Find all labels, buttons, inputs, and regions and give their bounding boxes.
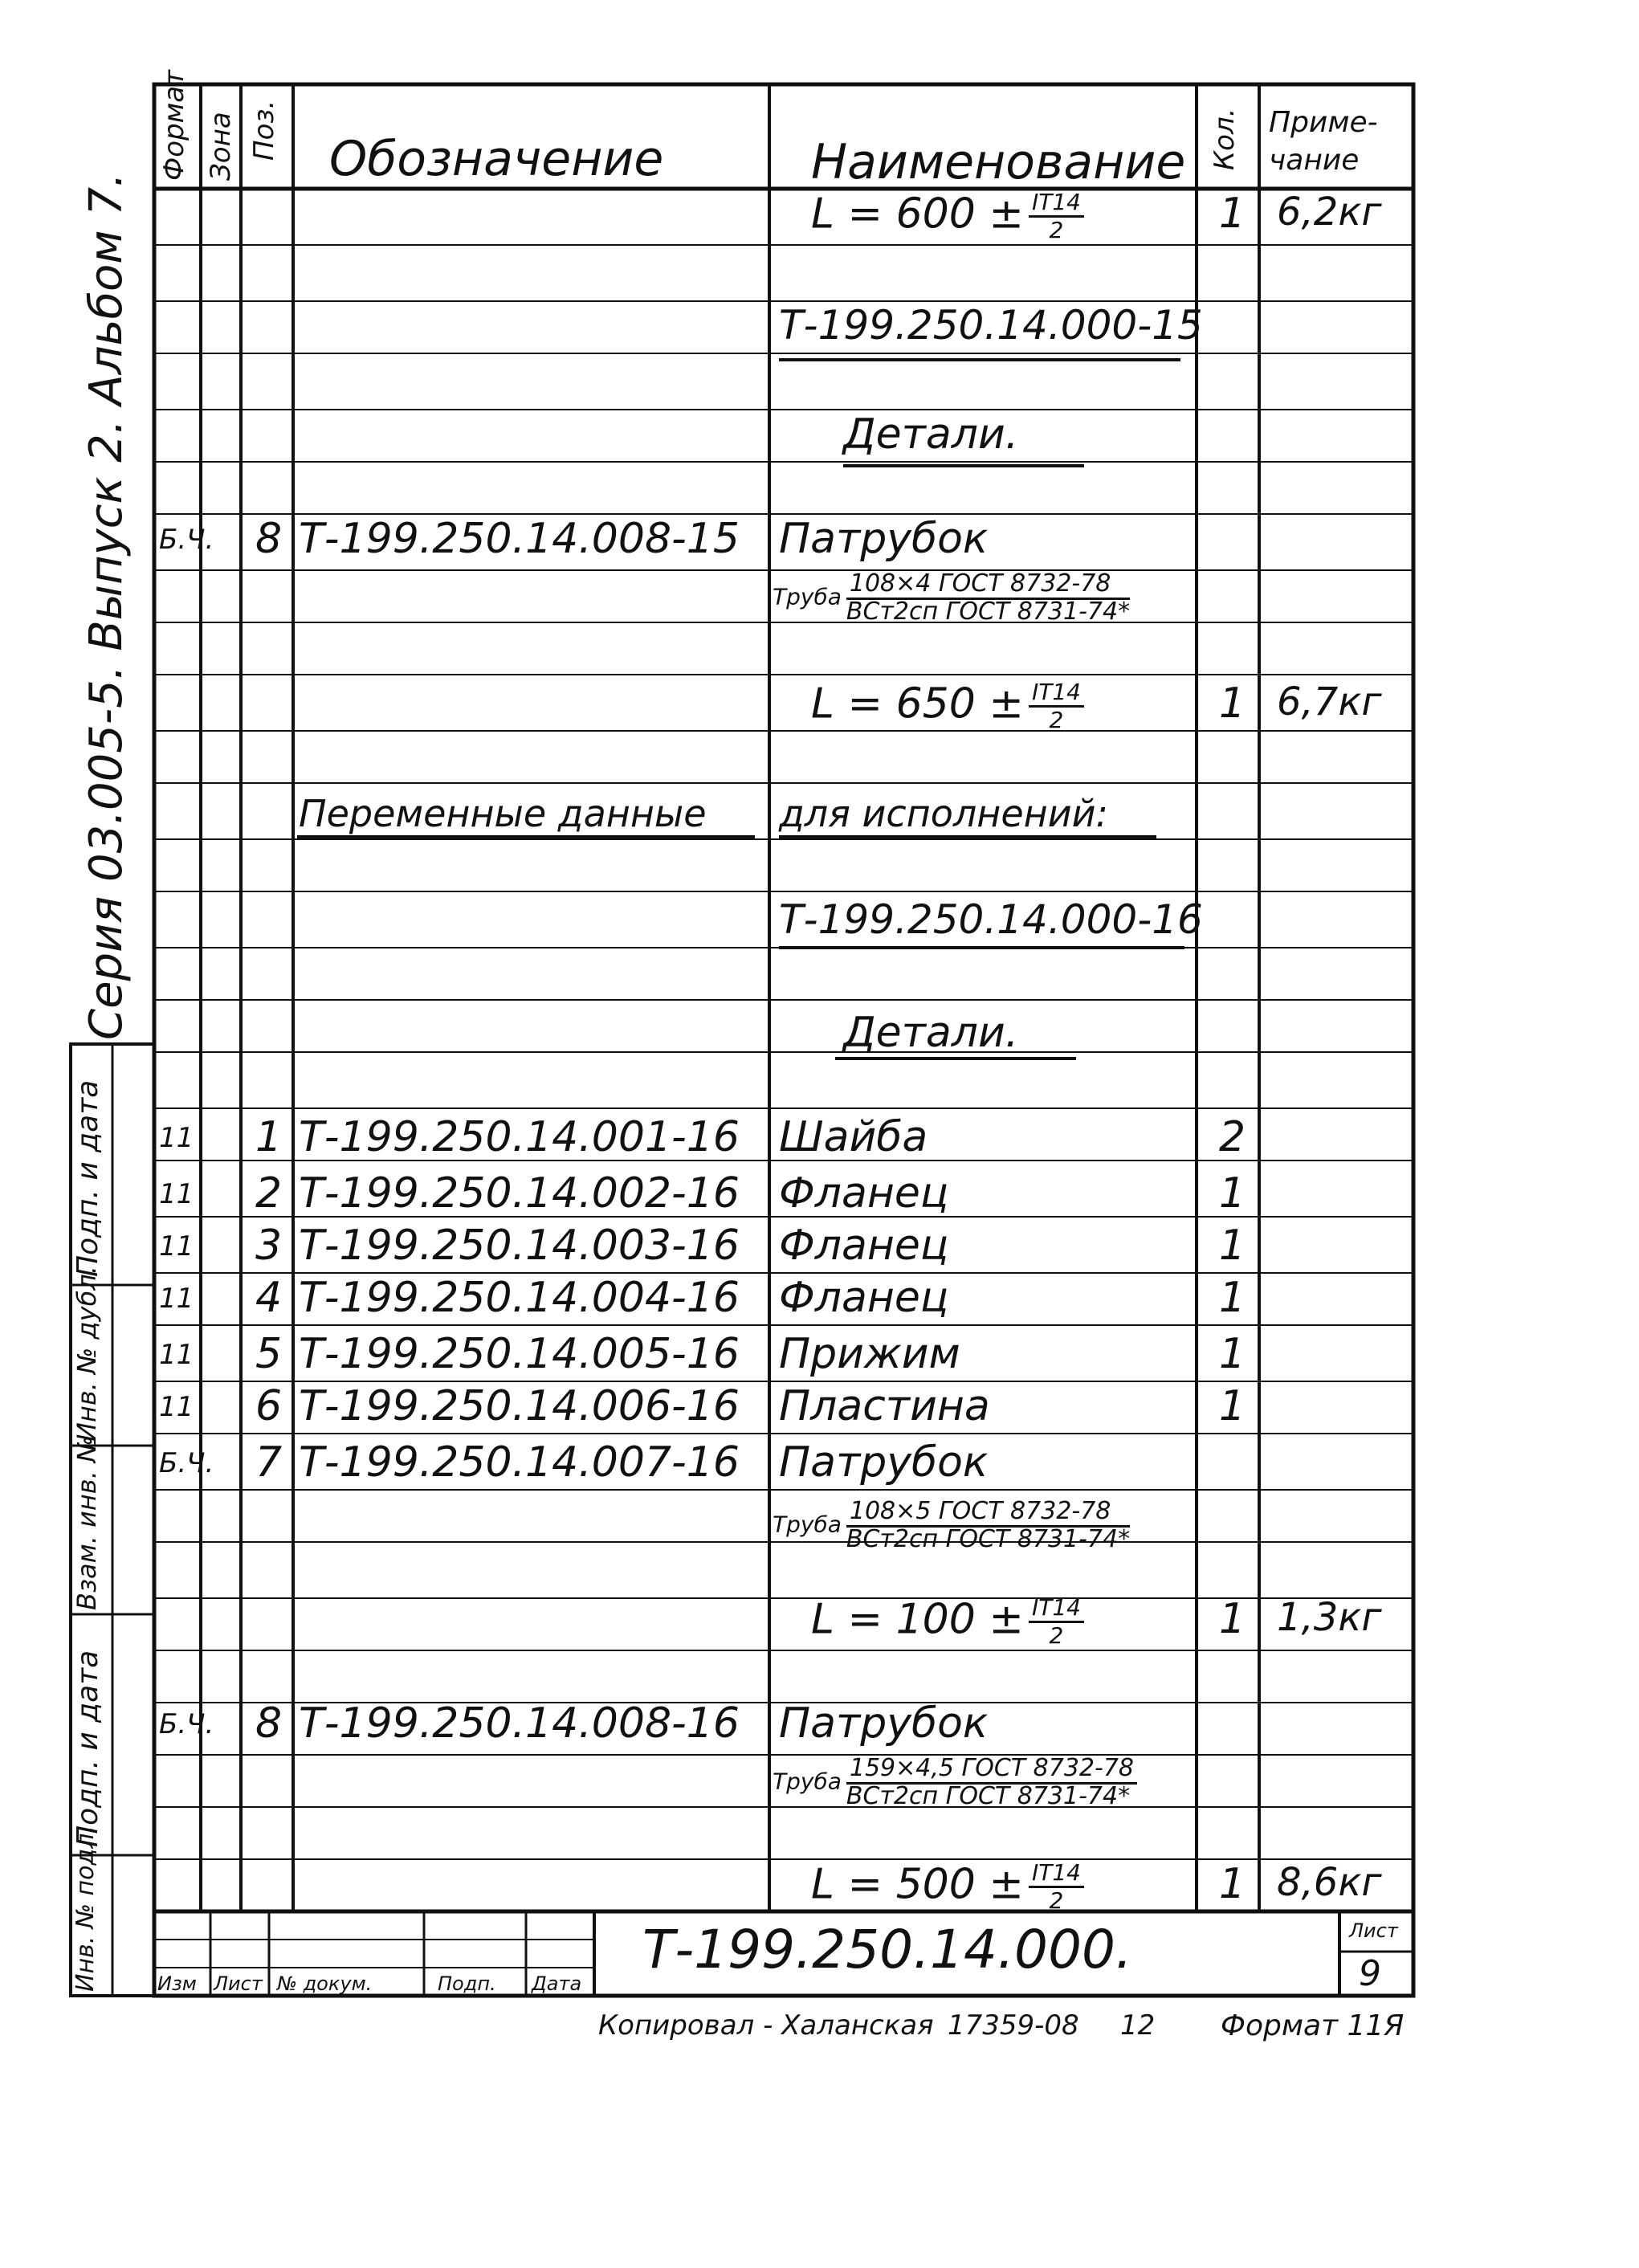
length-value: L = 100 ± <box>811 1595 1024 1644</box>
cell-name: Шайба <box>779 1113 928 1161</box>
tb-date: Дата <box>532 1972 582 1995</box>
cell-pos: 1 <box>255 1113 283 1161</box>
cell-qty: 1 <box>1219 190 1246 238</box>
pipe-size: 108×4 ГОСТ 8732-78 <box>846 572 1130 600</box>
tolerance-den: 2 <box>1049 217 1064 243</box>
pipe-size: 159×4,5 ГОСТ 8732-78 <box>846 1756 1137 1785</box>
length-spec <box>811 1859 1084 1914</box>
tolerance-den: 2 <box>1049 1622 1064 1649</box>
tolerance-fraction <box>1029 1594 1084 1649</box>
cell-note: 1,3кг <box>1277 1595 1382 1640</box>
length-value: L = 600 ± <box>811 190 1024 239</box>
cell-qty: 1 <box>1219 679 1246 728</box>
pipe-material: ВСт2сп ГОСТ 8731-74* <box>846 598 1131 626</box>
cell-qty: 2 <box>1219 1113 1246 1161</box>
stamp-inv-podl: Инв. № подл. <box>71 1825 100 1992</box>
cell-name: Фланец <box>779 1222 949 1270</box>
cell-pos: 5 <box>255 1330 283 1378</box>
cell-qty: 1 <box>1219 1274 1246 1322</box>
tolerance-den: 2 <box>1049 707 1064 733</box>
variant-code: Т-199.250.14.000-16 <box>779 896 1203 943</box>
tb-list: Лист <box>214 1972 263 1995</box>
cell-designation: Т-199.250.14.004-16 <box>299 1274 740 1322</box>
cell-format: 11 <box>159 1230 194 1262</box>
cell-format: 11 <box>159 1391 194 1423</box>
cell-pos: 6 <box>255 1382 283 1430</box>
pipe-fraction <box>846 569 1131 626</box>
cell-format: 11 <box>159 1339 194 1371</box>
footer-copied: Копировал - Халанская <box>598 2009 934 2042</box>
cell-designation: Т-199.250.14.003-16 <box>299 1222 740 1270</box>
cell-name: Патрубок <box>779 515 989 563</box>
tolerance-fraction <box>1029 191 1084 242</box>
pipe-material: ВСт2сп ГОСТ 8731-74* <box>846 1525 1131 1553</box>
cell-pos: 3 <box>255 1222 283 1270</box>
pipe-size: 108×5 ГОСТ 8732-78 <box>846 1499 1130 1528</box>
cell-designation: Т-199.250.14.006-16 <box>299 1382 740 1430</box>
tb-sign: Подп. <box>438 1972 496 1995</box>
tolerance-num: IT14 <box>1029 1862 1084 1888</box>
cell-name: Пластина <box>779 1382 990 1430</box>
section-title: Детали. <box>843 410 1019 459</box>
pipe-material: ВСт2сп ГОСТ 8731-74* <box>846 1782 1131 1810</box>
length-value: L = 500 ± <box>811 1860 1024 1909</box>
tb-doc: № докум. <box>277 1972 373 1995</box>
cell-format: Б.Ч. <box>159 1447 214 1479</box>
series-label: Серия 03.005-5. Выпуск 2. Альбом 7. <box>80 173 133 1040</box>
cell-format: Б.Ч. <box>159 1708 214 1740</box>
cell-name: Прижим <box>779 1330 960 1378</box>
footer-num: 12 <box>1120 2009 1156 2042</box>
footer-format: Формат 11Я <box>1221 2009 1405 2042</box>
stamp-inv-dubl: Инв. № дубл. <box>71 1266 102 1442</box>
cell-note: 6,2кг <box>1277 190 1382 235</box>
pipe-label: Труба <box>773 583 842 610</box>
cell-pos: 4 <box>255 1274 283 1322</box>
cell-pos: 2 <box>255 1169 283 1218</box>
header-pos: Поз. <box>248 100 280 161</box>
cell-designation: Т-199.250.14.008-16 <box>299 1699 740 1748</box>
cell-name: Патрубок <box>779 1699 989 1748</box>
cell-pos: 8 <box>255 1699 283 1748</box>
stamp-sign-date-2: Подп. и дата <box>71 1650 104 1847</box>
cell-qty: 1 <box>1219 1382 1246 1430</box>
pipe-label: Труба <box>773 1768 842 1795</box>
cell-qty: 1 <box>1219 1222 1246 1270</box>
cell-format: 11 <box>159 1283 194 1315</box>
cell-name: Фланец <box>779 1274 949 1322</box>
variant-code: Т-199.250.14.000-15 <box>779 302 1203 349</box>
tolerance-num: IT14 <box>1029 191 1084 218</box>
footer-order: 17359-08 <box>948 2009 1079 2042</box>
cell-designation: Т-199.250.14.005-16 <box>299 1330 740 1378</box>
header-note: Приме-чание <box>1269 106 1378 177</box>
cell-name: Патрубок <box>779 1438 989 1487</box>
sheet-number: 9 <box>1359 1953 1381 1994</box>
cell-qty: 1 <box>1219 1595 1246 1643</box>
header-format: Формат <box>158 70 190 181</box>
stamp-sign-date-1: Подп. и дата <box>71 1079 104 1277</box>
tolerance-fraction <box>1029 681 1084 732</box>
cell-pos: 7 <box>255 1438 283 1487</box>
header-qty: Кол. <box>1209 108 1241 170</box>
cell-name: для исполнений: <box>779 792 1109 835</box>
header-zone: Зона <box>205 112 237 181</box>
tolerance-num: IT14 <box>1029 1597 1084 1623</box>
cell-qty: 1 <box>1219 1169 1246 1218</box>
tolerance-fraction <box>1029 1859 1084 1914</box>
pipe-spec <box>773 1499 1130 1552</box>
cell-designation: Т-199.250.14.008-15 <box>299 515 740 563</box>
cell-qty: 1 <box>1219 1330 1246 1378</box>
tolerance-num: IT14 <box>1029 681 1084 708</box>
cell-designation: Т-199.250.14.007-16 <box>299 1438 740 1487</box>
stamp-vzam-inv: Взам. инв. № <box>71 1435 102 1610</box>
cell-designation: Т-199.250.14.002-16 <box>299 1169 740 1218</box>
header-designation: Обозначение <box>329 131 664 187</box>
length-spec <box>811 191 1084 242</box>
length-spec <box>811 681 1084 732</box>
pipe-spec <box>773 569 1131 626</box>
cell-name: Фланец <box>779 1169 949 1218</box>
cell-qty: 1 <box>1219 1860 1246 1908</box>
pipe-fraction <box>846 1756 1137 1809</box>
cell-format: 11 <box>159 1122 194 1154</box>
cell-note: 6,7кг <box>1277 679 1382 724</box>
tolerance-den: 2 <box>1049 1887 1064 1914</box>
cell-format: Б.Ч. <box>159 524 214 556</box>
section-title: Детали. <box>843 1009 1019 1057</box>
length-value: L = 650 ± <box>811 679 1024 728</box>
cell-note: 8,6кг <box>1277 1860 1382 1905</box>
cell-pos: 8 <box>255 515 283 563</box>
header-name: Наименование <box>811 134 1186 190</box>
sheet-label: Лист <box>1349 1919 1398 1942</box>
doc-number: Т-199.250.14.000. <box>642 1919 1132 1980</box>
tb-izm: Изм <box>157 1972 197 1995</box>
cell-designation: Т-199.250.14.001-16 <box>299 1113 740 1161</box>
cell-format: 11 <box>159 1178 194 1210</box>
pipe-fraction <box>846 1499 1130 1552</box>
cell-designation: Переменные данные <box>299 792 707 835</box>
pipe-spec <box>773 1756 1137 1809</box>
length-spec <box>811 1594 1084 1649</box>
pipe-label: Труба <box>773 1511 842 1538</box>
